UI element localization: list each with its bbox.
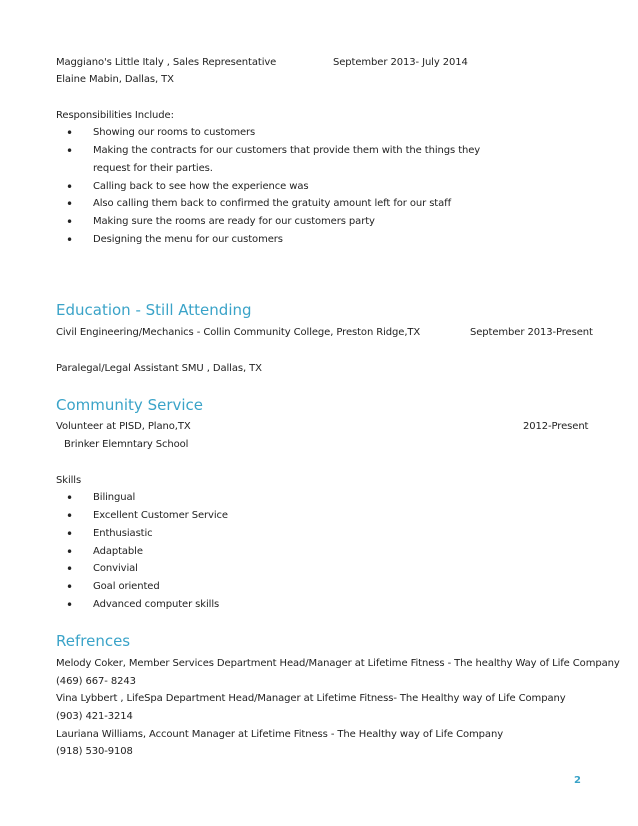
education-dates: September 2013-Present xyxy=(470,327,593,338)
responsibility-item: Calling back to see how the experience was xyxy=(93,181,309,192)
skill-item: Advanced computer skills xyxy=(93,599,220,610)
bullet-icon xyxy=(66,126,73,142)
reference-phone: (469) 667- 8243 xyxy=(56,676,136,687)
responsibility-item: Designing the menu for our customers xyxy=(93,234,283,245)
skill-item: Enthusiastic xyxy=(93,528,153,539)
page-number: 2 xyxy=(574,775,581,786)
bullet-icon xyxy=(66,545,73,561)
community-entry: Volunteer at PISD, Plano,TX xyxy=(56,421,191,432)
bullet-icon xyxy=(66,215,73,231)
responsibility-item: Making the contracts for our customers that provide them with the things they xyxy=(93,145,481,156)
responsibility-item: Also calling them back to confirmed the gratuity amount left for our staff xyxy=(93,198,451,209)
bullet-icon xyxy=(66,598,73,614)
responsibility-item: Showing our rooms to customers xyxy=(93,127,256,138)
bullet-icon xyxy=(66,580,73,596)
bullet-icon xyxy=(66,491,73,507)
reference-line: Lauriana Williams, Account Manager at Lifetime Fitness - The Healthy way of Life Company xyxy=(56,729,504,740)
community-dates: 2012-Present xyxy=(523,421,589,432)
bullet-icon xyxy=(66,144,73,160)
bullet-icon xyxy=(66,562,73,578)
reference-line: Vina Lybbert , LifeSpa Department Head/Manager at Lifetime Fitness- The Healthy way of Life Company xyxy=(56,693,566,704)
skill-item: Bilingual xyxy=(93,492,136,503)
education-heading: Education - Still Attending xyxy=(56,301,252,319)
education-entry: Paralegal/Legal Assistant SMU , Dallas, TX xyxy=(56,363,262,374)
bullet-icon xyxy=(66,233,73,249)
responsibility-item-continued: request for their parties. xyxy=(93,163,213,174)
skill-item: Excellent Customer Service xyxy=(93,510,228,521)
responsibility-item: Making sure the rooms are ready for our customers party xyxy=(93,216,375,227)
job-dates: September 2013- July 2014 xyxy=(333,57,468,68)
bullet-icon xyxy=(66,180,73,196)
bullet-icon xyxy=(66,197,73,213)
reference-phone: (918) 530-9108 xyxy=(56,746,133,757)
skill-item: Goal oriented xyxy=(93,581,160,592)
bullet-icon xyxy=(66,509,73,525)
community-school: Brinker Elemntary School xyxy=(64,439,189,450)
bullet-icon xyxy=(66,527,73,543)
job-title: Maggiano's Little Italy , Sales Representative xyxy=(56,57,277,68)
skills-heading: Skills xyxy=(56,475,82,486)
community-heading: Community Service xyxy=(56,396,204,414)
education-entry: Civil Engineering/Mechanics - Collin Community College, Preston Ridge,TX xyxy=(56,327,421,338)
references-heading: Refrences xyxy=(56,632,131,650)
job-location: Elaine Mabin, Dallas, TX xyxy=(56,74,174,85)
reference-line: Melody Coker, Member Services Department Head/Manager at Lifetime Fitness - The healthy Way of Life Company xyxy=(56,658,620,669)
skill-item: Convivial xyxy=(93,563,138,574)
reference-phone: (903) 421-3214 xyxy=(56,711,133,722)
responsibilities-heading: Responsibilities Include: xyxy=(56,110,174,121)
skill-item: Adaptable xyxy=(93,546,143,557)
